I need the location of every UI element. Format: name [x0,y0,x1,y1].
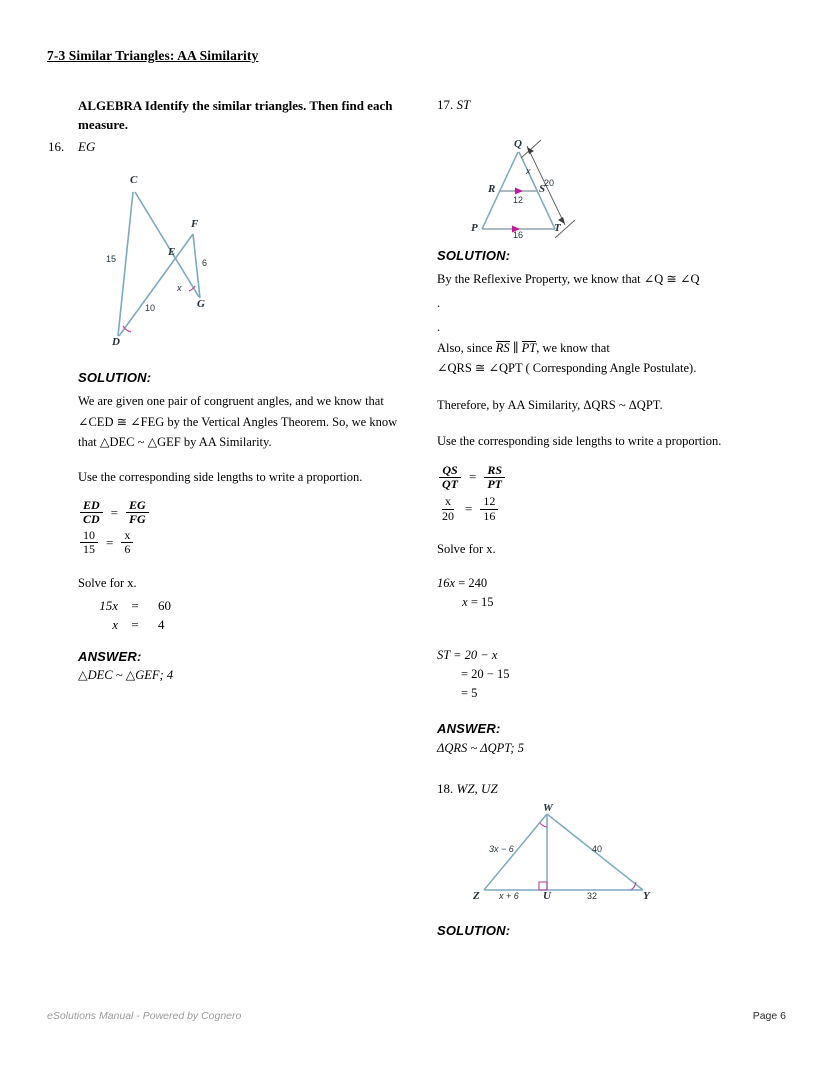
fraction-denominator: 6 [124,542,131,557]
problem-17-paragraph-4: Use the corresponding side lengths to write a proportion. [437,434,722,448]
figure-17-dim-20: 20 [544,178,555,188]
problem-17-proportion-1 [437,464,797,492]
solve-step-2-text: x [462,594,468,609]
equals-sign: = [110,504,119,520]
solve-step-1 [437,574,797,593]
figure-18-vertex-U: U [543,889,551,902]
solve-lhs: 15x [99,598,118,614]
solve-step-2-rhs: 15 [481,594,494,609]
footer-manual-credit: eSolutions Manual - Powered by Cognero [47,1010,242,1022]
solve-step-1-text: 16x [437,575,456,590]
fraction-12-16 [480,495,498,523]
fraction-denominator: FG [129,512,146,527]
fraction-eg-fg [126,499,149,527]
problem-16-solution-heading: SOLUTION: [78,370,152,385]
figure-18-dim-40: 40 [592,843,603,854]
solve-step-2 [437,593,797,612]
left-column [48,96,408,685]
problem-17-para2-suffix: , we know that [536,340,610,355]
figure-18-dim-3x-6: 3x − 6 [489,843,514,854]
problem-16-number: 16. [48,139,65,154]
fraction-denominator: 15 [83,542,95,557]
figure-16-dim-15: 15 [106,254,117,264]
st-line-2 [437,665,797,684]
figure-problem-17 [455,120,615,240]
problem-18-solution-heading: SOLUTION: [437,922,511,938]
problem-16-answer: △DEC ~ △GEF; 4 [78,668,174,683]
figure-17-vertex-T: T [554,222,561,234]
problem-17-solve-steps [437,574,797,612]
figure-16-vertex-C: C [130,174,138,186]
figure-18-vertex-Y: Y [643,889,650,902]
figure-16-vertex-F: F [191,218,199,230]
st-line-3 [437,684,797,703]
fraction-numerator: ED [80,499,103,513]
solve-lhs: x [112,617,118,633]
problem-17-measure: ST [456,97,471,112]
problem-16-proportion-2 [78,529,408,557]
figure-16-dim-6: 6 [202,258,208,268]
table-row [78,615,175,634]
parallel-symbol: ∥ [509,340,522,355]
figure-18-dim-32: 32 [587,890,598,901]
problem-17-paragraph-3: Therefore, by AA Similarity, ΔQRS ~ ΔQPT. [437,397,663,412]
problem-16-solve-steps [78,596,175,634]
problem-17-answer: ΔQRS ~ ΔQPT; 5 [437,740,524,755]
figure-17-dim-x: x [526,166,531,176]
problem-17-dot-2: . [437,319,441,334]
figure-16-dim-x: x [177,283,182,293]
problem-16-heading [48,138,408,156]
equals-sign: = [106,534,114,550]
equals-sign: = [469,469,477,485]
st-line-3-text: = 5 [461,685,478,700]
figure-18-vertex-Z: Z [473,889,480,902]
solve-step-1-rhs: 240 [468,575,488,590]
fraction-rs-pt [484,464,505,492]
figure-16-svg [92,164,242,364]
problem-16-answer-heading: ANSWER: [78,649,142,665]
figure-16-vertex-E: E [168,246,176,258]
instruction-text: ALGEBRA Identify the similar triangles. Then find each measure. [78,98,393,132]
problem-17-paragraph-2-line2: ∠QRS ≅ ∠QPT ( Corresponding Angle Postulate). [437,361,697,375]
fraction-numerator: x [121,529,133,543]
segment-pt: PT [521,340,537,355]
figure-18-dim-x-6: x + 6 [499,890,519,901]
solve-rhs: 4 [158,617,165,633]
problem-17-paragraph-1: By the Reflexive Property, we know that ∠Q ≅ ∠Q [437,272,700,286]
problem-18-number: 18. [437,780,454,796]
fraction-x-20 [439,495,457,523]
problem-17-answer-heading: ANSWER: [437,720,501,736]
fraction-numerator: x [442,495,454,509]
problem-17-solution-heading: SOLUTION: [437,248,511,263]
problem-16-proportion-1 [78,499,408,527]
fraction-10-15 [80,529,98,557]
figure-17-dim-16: 16 [513,230,524,240]
fraction-denominator: PT [487,476,503,491]
figure-problem-16 [92,164,242,364]
fraction-denominator: QT [442,476,458,491]
fraction-qs-qt [439,464,461,492]
equals-sign: = [465,501,473,517]
page-title: 7-3 Similar Triangles: AA Similarity [47,48,259,63]
fraction-denominator: 16 [483,508,496,523]
fraction-numerator: 12 [480,495,498,509]
equals-sign: = [458,575,469,590]
problem-16-solve-label: Solve for x. [78,575,137,590]
problem-18-heading [437,780,797,798]
solve-operator: = [131,598,139,614]
footer-page-number: Page 6 [752,1010,786,1022]
fraction-numerator: RS [484,464,505,478]
problem-17-paragraph-2 [437,338,797,359]
figure-16-dim-10: 10 [145,303,156,313]
st-line-2-text: = 20 − 15 [461,666,510,681]
figure-18-vertex-W: W [543,801,553,814]
solve-operator: = [131,617,139,633]
figure-17-dim-12: 12 [513,195,524,205]
problem-17-dot-1: . [437,295,441,310]
problem-18-measure: WZ, UZ [456,780,498,796]
problem-17-proportion-2 [437,495,797,523]
figure-17-vertex-S: S [539,183,546,195]
solve-rhs: 60 [158,598,171,614]
problem-16-paragraph-2: Use the corresponding side lengths to write a proportion. [78,469,363,484]
problem-17-number: 17. [437,97,454,112]
fraction-ed-cd [80,499,103,527]
fraction-numerator: QS [439,464,460,478]
figure-17-svg [455,120,615,240]
fraction-numerator: 10 [80,529,98,543]
fraction-x-6 [121,529,133,557]
st-line-1: ST = 20 − x [437,647,498,662]
fraction-denominator: 20 [442,508,454,523]
fraction-denominator: CD [83,512,100,527]
problem-17-solve-label: Solve for x. [437,542,496,557]
segment-rs: RS [495,340,510,355]
figure-problem-18 [459,802,669,907]
problem-17-st-computation [437,646,797,703]
figure-18-svg [459,802,669,907]
right-column [437,96,797,938]
table-row [78,596,175,615]
problem-16-paragraph-1: We are given one pair of congruent angles, and we know that ∠CED ≅ ∠FEG by the Vertical Angles Theorem. So, we know that △DEC ~ △GEF by AA Similarity. [78,394,398,449]
problem-17-heading [437,96,797,114]
figure-17-vertex-R: R [488,183,496,195]
figure-16-vertex-G: G [197,298,205,310]
problem-17-para2-prefix: Also, since [437,340,496,355]
equals-sign: = [470,594,481,609]
figure-17-vertex-P: P [471,222,478,234]
problem-16-measure: EG [78,139,96,154]
figure-16-vertex-D: D [112,336,120,348]
figure-17-vertex-Q: Q [514,138,522,150]
fraction-numerator: EG [126,499,149,513]
